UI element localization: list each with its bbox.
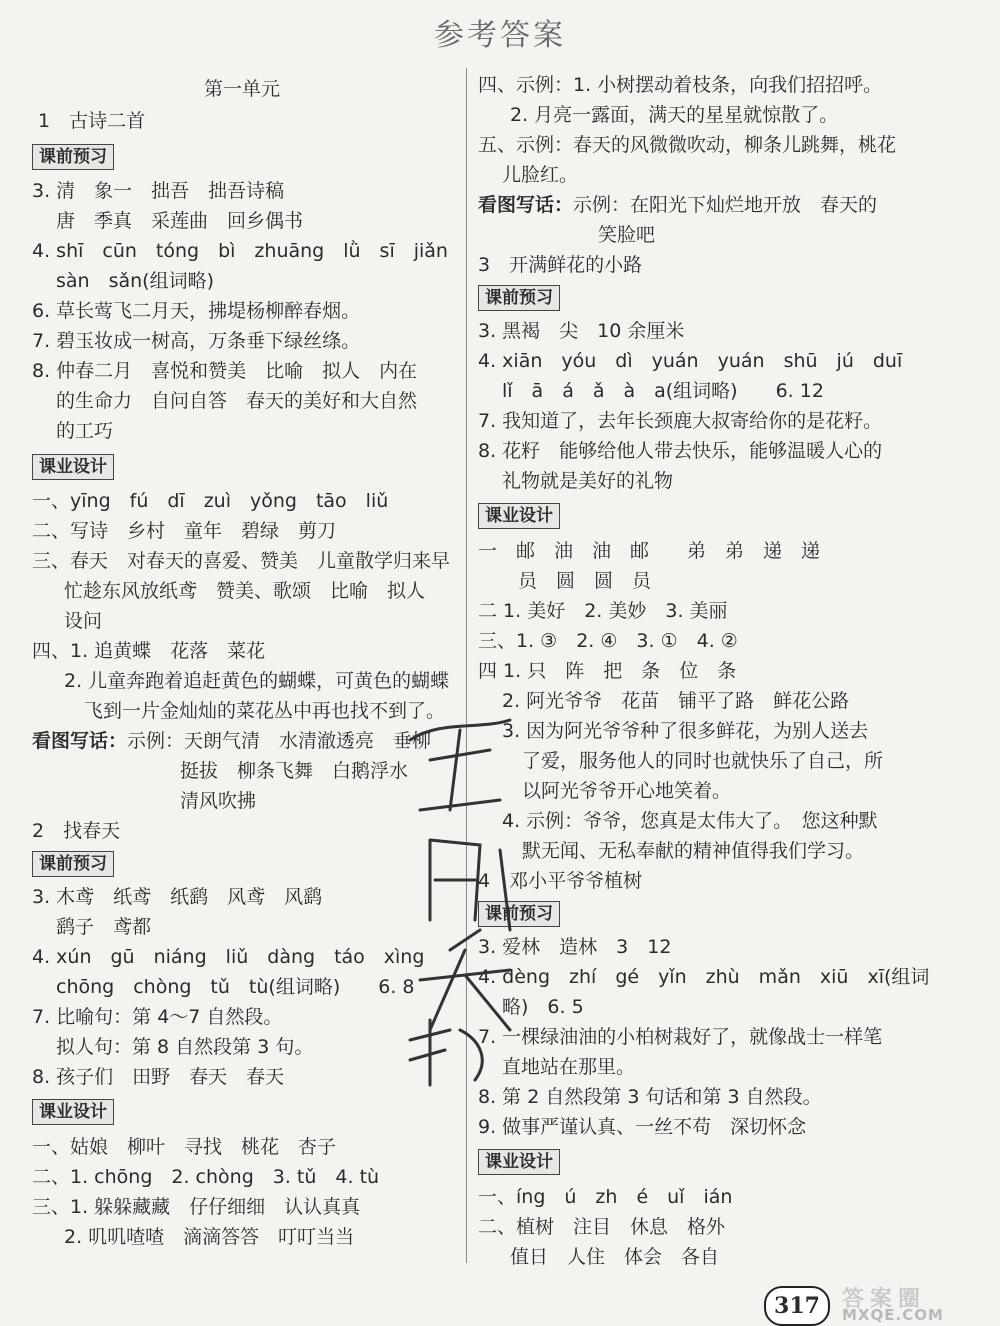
lesson-title: 2 找春天 <box>32 820 121 842</box>
answer-line: 二、写诗 乡村 童年 碧绿 剪刀 <box>32 520 337 542</box>
answer-line: 3. 清 象一 拙吾 拙吾诗稿 <box>32 180 285 202</box>
section-label-design: 课业设计 <box>478 1149 560 1175</box>
watermark-logo: 答案圈 <box>842 1287 927 1312</box>
answer-line: 二、1. chōng 2. chòng 3. tǔ 4. tù <box>32 1166 380 1188</box>
answer-line: sàn sǎn(组词略) <box>56 270 214 292</box>
answer-line: chōng chòng tǔ tù(组词略) 6. 8 <box>56 976 415 998</box>
answer-line: 的工巧 <box>56 420 114 442</box>
answer-line: 3. 黑褐 尖 10 余厘米 <box>478 320 685 342</box>
section-label-design: 课业设计 <box>32 1099 114 1125</box>
answer-line: 鹞子 鸢都 <box>56 916 152 938</box>
page-title: 参考答案 <box>434 18 566 53</box>
lesson-title: 3 开满鲜花的小路 <box>478 254 643 276</box>
answer-line: 了爱，服务他人的同时也就快乐了自己，所 <box>522 750 884 772</box>
answer-line: 8. 花籽 能够给他人带去快乐，能够温暖人心的 <box>478 440 883 462</box>
answer-line: 直地站在那里。 <box>502 1056 636 1078</box>
answer-line: 2. 儿童奔跑着追赶黄色的蝴蝶，可黄色的蝴蝶 <box>64 670 450 692</box>
section-label-preview: 课前预习 <box>32 144 114 170</box>
answer-line: 3. 爱林 造林 3 12 <box>478 936 672 958</box>
answer-line: 一、姑娘 柳叶 寻找 桃花 杏子 <box>32 1136 337 1158</box>
answer-line: 6. 草长莺飞二月天，拂堤杨柳醉春烟。 <box>32 300 361 322</box>
lesson-title: 1 古诗二首 <box>38 110 146 132</box>
answer-text: 示例：在阳光下灿烂地开放 春天的 <box>573 194 878 216</box>
answer-line: 值日 人住 体会 各自 <box>510 1246 720 1268</box>
answer-line: 的生命力 自问自答 春天的美好和大自然 <box>56 390 418 412</box>
answer-line: 7. 碧玉妆成一树高，万条垂下绿丝绦。 <box>32 330 361 352</box>
answer-line: 7. 一棵绿油油的小柏树栽好了，就像战士一样笔 <box>478 1026 883 1048</box>
answer-line: 3. 因为阿光爷爷种了很多鲜花，为别人送去 <box>502 720 869 742</box>
unit-title: 第一单元 <box>204 78 281 100</box>
answer-line: 2. 阿光爷爷 花苗 铺平了路 鲜花公路 <box>502 690 850 712</box>
answer-line: 三、春天 对春天的喜爱、赞美 儿童散学归来早 <box>32 550 451 572</box>
answer-line: 挺拔 柳条飞舞 白鹅浮水 <box>180 760 409 782</box>
answer-line: 8. 第 2 自然段第 3 句话和第 3 自然段。 <box>478 1086 822 1108</box>
answer-line: 一、yīng fú dī zuì yǒng tāo liǔ <box>32 490 389 512</box>
answer-line: lǐ ā á ǎ à a(组词略) 6. 12 <box>502 380 824 402</box>
answer-line: 略) 6. 5 <box>502 996 584 1018</box>
answer-line: 二、植树 注目 休息 格外 <box>478 1216 726 1238</box>
answer-line: 9. 做事严谨认真、一丝不苟 深切怀念 <box>478 1116 807 1138</box>
picture-writing-label: 看图写话： <box>478 194 574 216</box>
answer-line: 五、示例：春天的风微微吹动，柳条儿跳舞，桃花 <box>478 134 897 156</box>
lesson-title: 4 邓小平爷爷植树 <box>478 870 643 892</box>
answer-line: 4. shī cūn tóng bì zhuāng lǜ sī jiǎn <box>32 240 448 262</box>
answer-line: 清风吹拂 <box>180 790 257 812</box>
answer-line: 三、1. 躲躲藏藏 仔仔细细 认认真真 <box>32 1196 361 1218</box>
answer-line: 7. 比喻句：第 4～7 自然段。 <box>32 1006 283 1028</box>
answer-line: 笑脸吧 <box>598 224 656 246</box>
answer-text: 示例：天朗气清 水清澈透亮 垂柳 <box>127 730 432 752</box>
answer-line: 四、1. 追黄蝶 花落 菜花 <box>32 640 266 662</box>
answer-line: 四 1. 只 阵 把 条 位 条 <box>478 660 737 682</box>
answer-line: 一 邮 油 油 邮 弟 弟 递 递 <box>478 540 821 562</box>
handwriting-scribble <box>390 700 540 1090</box>
watermark-text: MXQE.COM <box>842 1306 944 1324</box>
answer-line: 3. 木鸢 纸鸢 纸鹞 风鸢 风鹞 <box>32 886 323 908</box>
answer-line: 2. 月亮一露面，满天的星星就惊散了。 <box>510 104 839 126</box>
section-label-preview: 课前预习 <box>32 851 114 877</box>
answer-line: 儿脸红。 <box>502 164 579 186</box>
picture-writing-label: 看图写话： <box>32 730 128 752</box>
answer-line: 设问 <box>64 610 103 632</box>
answer-line: 二 1. 美好 2. 美妙 3. 美丽 <box>478 600 728 622</box>
section-label-design: 课业设计 <box>478 503 560 529</box>
section-label-preview: 课前预习 <box>478 901 560 927</box>
page-number: 317 <box>764 1286 830 1326</box>
answer-line: 三、1. ③ 2. ④ 3. ① 4. ② <box>478 630 738 652</box>
answer-line: 4. xún gū niáng liǔ dàng táo xìng <box>32 946 425 968</box>
answer-line: 4. 示例：爷爷，您真是太伟大了。 您这种默 <box>502 810 878 832</box>
answer-line: 一、íng ú zh é uǐ ián <box>478 1186 733 1208</box>
answer-line: 8. 孩子们 田野 春天 春天 <box>32 1066 285 1088</box>
section-label-design: 课业设计 <box>32 454 114 480</box>
answer-line: 7. 我知道了，去年长颈鹿大叔寄给你的是花籽。 <box>478 410 883 432</box>
answer-line: 唐 季真 采莲曲 回乡偶书 <box>56 210 304 232</box>
answer-line: 飞到一片金灿灿的菜花丛中再也找不到了。 <box>84 700 446 722</box>
answer-line: 忙趁东风放纸鸢 赞美、歌颂 比喻 拟人 <box>64 580 426 602</box>
answer-line: 四、示例：1. 小树摆动着枝条，向我们招招呼。 <box>478 74 883 96</box>
answer-line: 4. dèng zhí gé yǐn zhù mǎn xiū xī(组词 <box>478 966 930 988</box>
section-label-preview: 课前预习 <box>478 285 560 311</box>
answer-line: 员 圆 圆 员 <box>518 570 652 592</box>
answer-line: 8. 仲春二月 喜悦和赞美 比喻 拟人 内在 <box>32 360 418 382</box>
answer-line: 默无闻、无私奉献的精神值得我们学习。 <box>522 840 865 862</box>
answer-line: 拟人句：第 8 自然段第 3 句。 <box>56 1036 314 1058</box>
answer-line: 礼物就是美好的礼物 <box>502 470 674 492</box>
answer-line: 4. xiān yóu dì yuán yuán shū jú duī <box>478 350 903 372</box>
answer-line: 2. 叽叽喳喳 滴滴答答 叮叮当当 <box>64 1226 355 1248</box>
answer-line: 以阿光爷爷开心地笑着。 <box>522 780 732 802</box>
